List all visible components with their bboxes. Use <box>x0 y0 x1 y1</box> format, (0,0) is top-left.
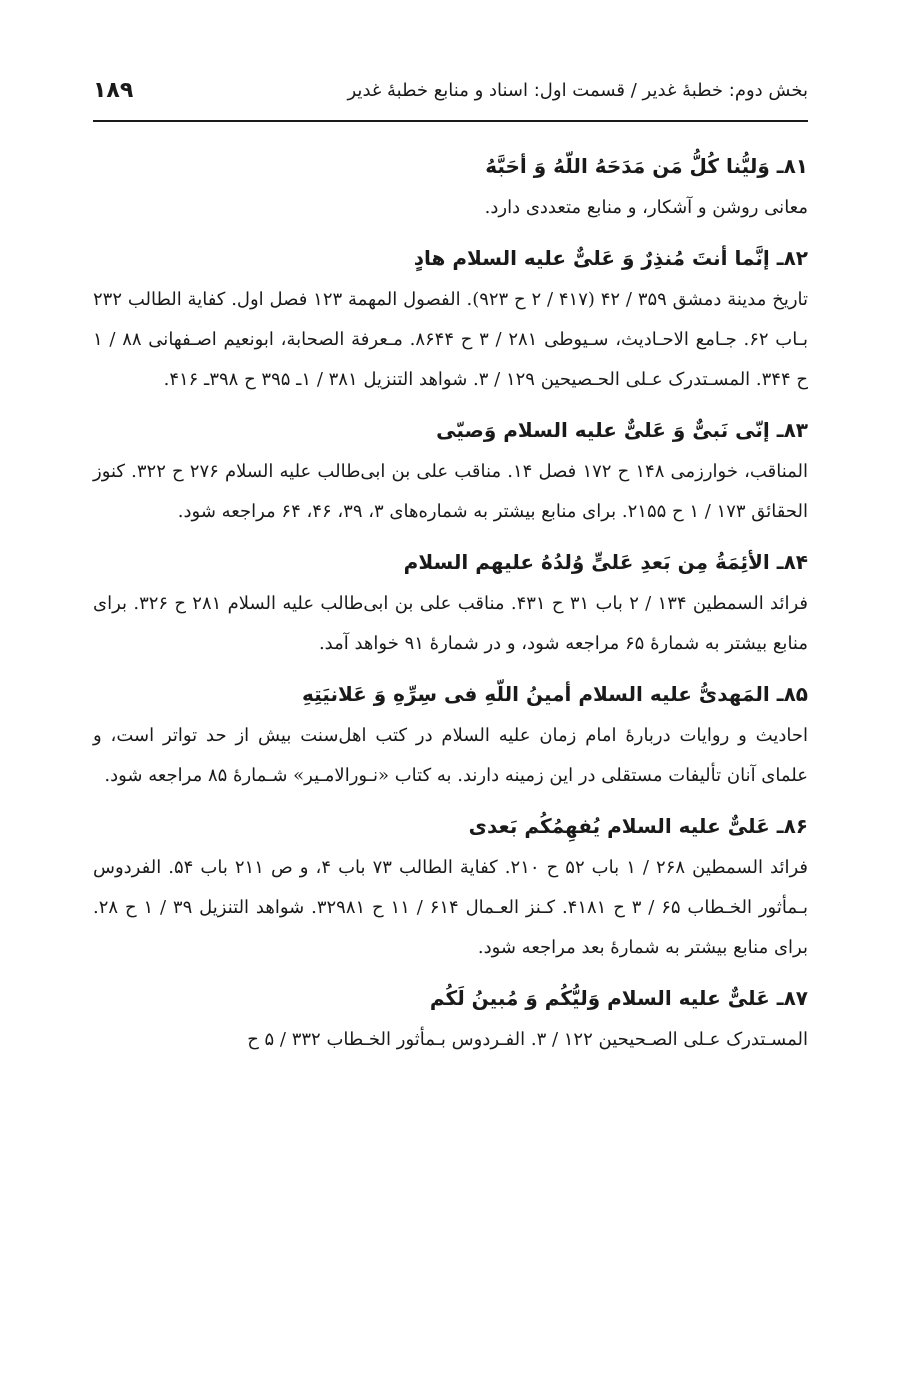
document-page <box>93 0 808 1390</box>
entry-85 <box>93 676 808 796</box>
entry-body: احادیث و روایات دربارهٔ امام زمان علیه السلام در کتب اهل‌سنت بیش از حد تواتر است، و علمای آنان تألیفات مستقلی در این زمینه دارند. به کتاب «نـورالامـیر» شـمارهٔ ۸۵ مراجعه شود. <box>93 725 808 786</box>
page-number: ۱۸۹ <box>93 77 134 103</box>
entry-87 <box>93 980 808 1060</box>
entries-list <box>93 148 808 1072</box>
entry-heading: ۸۴ـ الأئِمَةُ مِن بَعدِ عَلیٍّ وُلدُهُ علیهم السلام <box>403 550 808 574</box>
entry-heading: ۸۵ـ المَهدیُّ علیه السلام أمینُ اللّهِ فی سِرِّهِ وَ عَلانیَتِهِ <box>301 682 808 706</box>
entry-81 <box>93 148 808 228</box>
entry-heading: ۸۳ـ إنّی نَبیٌّ وَ عَلیٌّ علیه السلام وَصیّی <box>436 418 808 442</box>
entry-heading: ۸۱ـ وَلیُّنا کُلُّ مَن مَدَحَهُ اللّهُ وَ أحَبَّهُ <box>485 154 808 178</box>
header-title: بخش دوم: خطبهٔ غدیر / قسمت اول: اسناد و منابع خطبهٔ غدیر <box>347 79 808 101</box>
entry-83 <box>93 412 808 532</box>
entry-body: تاریخ مدینة دمشق ۳۵۹ / ۴۲ (۴۱۷ / ۲ ح ۹۲۳). الفصول المهمة ۱۲۳ فصل اول. کفایة الطالب ۲۳۲ بـاب ۶۲. جـامع الاحـادیث، سـیوطی ۲۸۱ / ۳ ح ۸۶۴۴. مـعرفة الصحابة، ابونعیم اصـفهانی ۸۸ / ۱ ح ۳۴۴. المسـتدرک عـلی الحـصیحین ۱۲۹ / ۳. شواهد التنزیل ۳۸۱ / ۱ـ ۳۹۵ ح ۳۹۸ـ ۴۱۶. <box>93 289 809 390</box>
entry-heading: ۸۲ـ إنَّما أنتَ مُنذِرٌ وَ عَلیٌّ علیه السلام هادٍ <box>413 246 808 270</box>
header-divider <box>93 120 808 122</box>
entry-body: المسـتدرک عـلی الصـحیحین ۱۲۲ / ۳. الفـردوس بـمأثور الخـطاب ۳۳۲ / ۵ ح <box>247 1029 808 1050</box>
entry-heading: ۸۷ـ عَلیٌّ علیه السلام وَلیُّکُم وَ مُبینُ لَکُم <box>429 986 808 1010</box>
entry-body: فرائد السمطین ۱۳۴ / ۲ باب ۳۱ ح ۴۳۱. مناقب علی بن ابی‌طالب علیه السلام ۲۸۱ ح ۳۲۶. برای منابع بیشتر به شمارهٔ ۶۵ مراجعه شود، و در شمارهٔ ۹۱ خواهد آمد. <box>93 593 809 654</box>
entry-heading: ۸۶ـ عَلیٌّ علیه السلام یُفهِمُکُم بَعدی <box>468 814 808 838</box>
entry-body: المناقب، خوارزمی ۱۴۸ ح ۱۷۲ فصل ۱۴. مناقب علی بن ابی‌طالب علیه السلام ۲۷۶ ح ۳۲۲. کنوز الحقائق ۱۷۳ / ۱ ح ۲۱۵۵. برای منابع بیشتر به شماره‌های ۳، ۳۹، ۴۶، ۶۴ مراجعه شود. <box>93 461 809 522</box>
entry-82 <box>93 240 808 400</box>
running-header <box>93 70 808 110</box>
entry-body: فرائد السمطین ۲۶۸ / ۱ باب ۵۲ ح ۲۱۰. کفایة الطالب ۷۳ باب ۴، و ص ۲۱۱ باب ۵۴. الفردوس بـمأثور الخـطاب ۶۵ / ۳ ح ۴۱۸۱. کـنز العـمال ۶۱۴ / ۱۱ ح ۳۲۹۸۱. شواهد التنزیل ۳۹ / ۱ ح ۲۸. برای منابع بیشتر به شمارهٔ بعد مراجعه شود. <box>93 857 809 958</box>
entry-86 <box>93 808 808 968</box>
entry-body: معانی روشن و آشکار، و منابع متعددی دارد. <box>484 197 808 218</box>
entry-84 <box>93 544 808 664</box>
